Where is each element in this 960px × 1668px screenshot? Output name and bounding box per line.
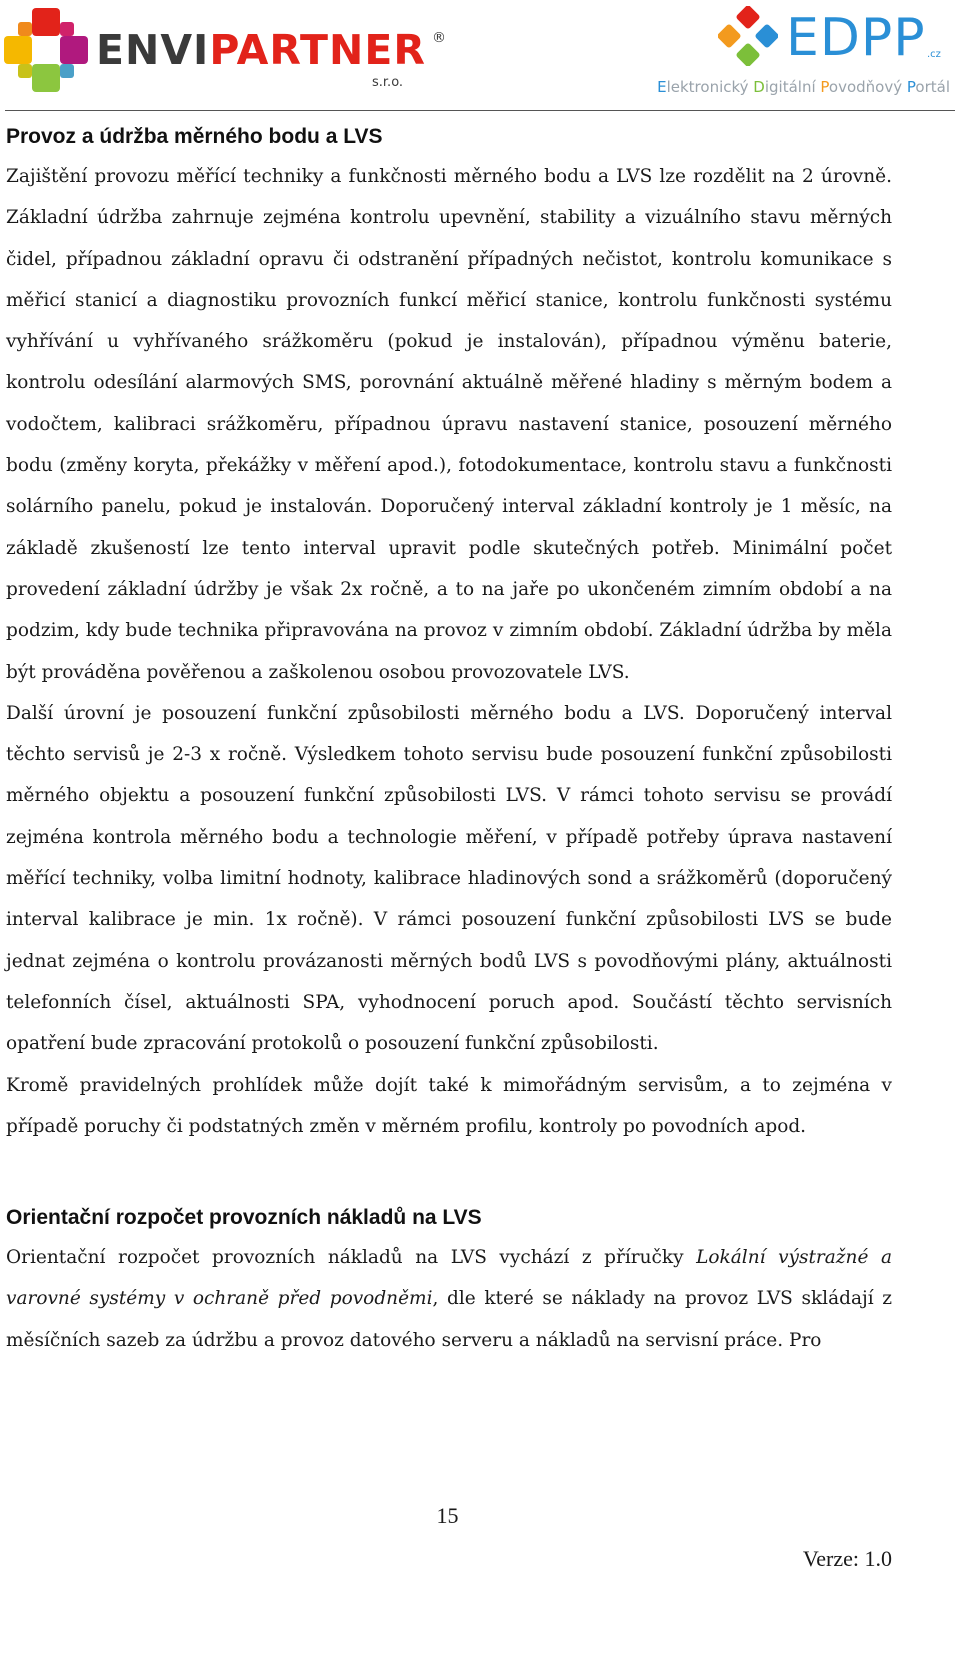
handbook-title: Lokální výstražné a varovné systémy v ochraně před povodněmi: [6, 1247, 892, 1310]
company-suffix: s.r.o.: [372, 75, 404, 90]
tagline-initial: D: [753, 78, 765, 96]
edpp-tld: .cz: [927, 49, 941, 60]
paragraph: [6, 1237, 892, 1361]
document-body: [6, 118, 892, 1361]
tagline-word: ovodňový: [828, 78, 907, 96]
edpp-logo: [600, 4, 956, 100]
edpp-tagline: [600, 78, 950, 96]
tagline-initial: P: [906, 78, 916, 96]
edpp-flower-icon: [718, 6, 778, 66]
tagline-initial: E: [657, 78, 667, 96]
tagline-word: igitální: [764, 78, 821, 96]
section-spacer: [6, 1147, 892, 1199]
paragraph: Další úrovní je posouzení funkční způsobilosti měrného bodu a LVS. Doporučený interval těchto servisů je 2-3 x ročně. Výsledkem tohoto servisu bude posouzení funkční způsobilosti měrného objektu a posouzení funkční způsobilosti LVS. V rámci tohoto servisu se provádí zejména kontrola měrného bodu a technologie měření, v případě potřeby úprava nastavení měřící techniky, volba limitní hodnoty, kalibrace hladinových sond a srážkoměrů (doporučený interval kalibrace je min. 1x ročně). V rámci posouzení funkční způsobilosti LVS se bude jednat zejména o kontrolu provázanosti měrných bodů LVS s povodňovými plány, aktuálnosti telefonních čísel, aktuálnosti SPA, vyhodnocení poruch apod. Součástí těchto servisních opatření bude zpracování protokolů o posouzení funkční způsobilosti.: [6, 702, 892, 1055]
paragraph-text: , dle které se náklady na provoz LVS skládají z měsíčních sazeb za údržbu a provoz datového serveru a nákladů na servisní práce. Pro: [6, 1288, 893, 1351]
envipartner-cross-icon: [4, 8, 90, 94]
edpp-wordmark: EDPP: [786, 8, 926, 68]
version-label: Verze: 1.0: [802, 1546, 892, 1571]
section-heading-budget: Orientační rozpočet provozních nákladů na LVS: [6, 1206, 482, 1230]
header-divider: [5, 110, 955, 111]
page-number: 15: [436, 1503, 459, 1528]
page-header: [0, 0, 960, 112]
paragraph: Kromě pravidelných prohlídek může dojít také k mimořádným servisům, a to zejména v případě poruchy či podstatných změn v měrném profilu, kontroly po povodních apod.: [6, 1074, 892, 1137]
envi-word-part2: PARTNER: [209, 26, 426, 74]
registered-mark: ®: [432, 30, 446, 46]
envipartner-wordmark: [96, 26, 426, 74]
tagline-word: ortál: [915, 78, 950, 96]
tagline-initial: P: [820, 78, 829, 96]
paragraph: Zajištění provozu měřící techniky a funkčnosti měrného bodu a LVS lze rozdělit na 2 úrovně. Základní údržba zahrnuje zejména kontrolu upevnění, stability a vizuálního stavu měrných čidel, případnou základní opravu či odstranění případných nečistot, kontrolu komunikace s měřicí stanicí a diagnostiku provozních funkcí měřicí stanice, kontrolu funkčnosti systému vyhřívání u vyhřívaného srážkoměru (pokud je instalován), případnou výměnu baterie, kontrolu odesílání alarmových SMS, porovnání aktuálně měřené hladiny s měrným bodem a vodočtem, kalibraci srážkoměru, případnou úpravu nastavení stanice, posouzení měrného bodu (změny koryta, překážky v měření apod.), fotodokumentace, kontrolu stavu a funkčnosti solárního panelu, pokud je instalován. Doporučený interval základní kontroly je 1 měsíc, na základě zkušeností lze tento interval upravit podle skutečných potřeb. Minimální počet provedení základní údržby je však 2x ročně, a to na jaře po ukončeném zimním období a na podzim, kdy bude technika připravována na provoz v zimním období. Základní údržba by měla být prováděna pověřenou a zaškolenou osobou provozovatele LVS.: [6, 166, 892, 683]
tagline-word: lektronický: [666, 78, 754, 96]
section-heading-maintenance: Provoz a údržba měrného bodu a LVS: [6, 125, 383, 148]
envi-word-part1: ENVI: [96, 26, 210, 74]
paragraph-text: Orientační rozpočet provozních nákladů na LVS vychází z příručky: [6, 1247, 697, 1269]
envipartner-logo: [4, 8, 444, 94]
